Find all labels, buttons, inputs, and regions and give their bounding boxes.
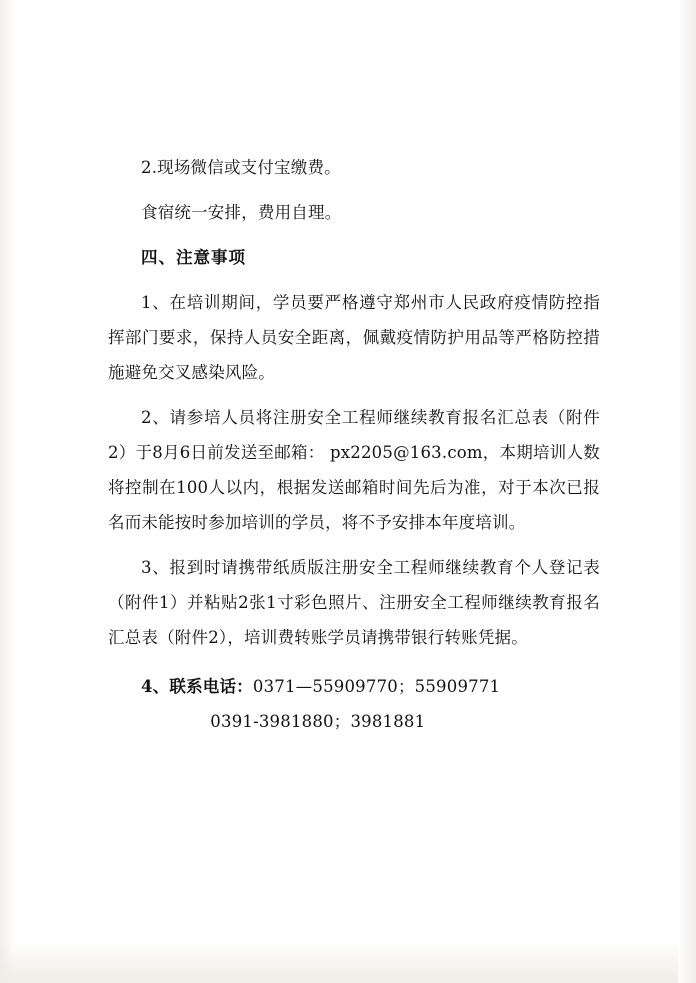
paragraph-note-2: 2、请参培人员将注册安全工程师继续教育报名汇总表（附件2）于8月6日前发送至邮箱： px2205@163.com，本期培训人数将控制在100人以内，根据发送邮箱时间先后为准，对于本次已报名而未能按时参加培训的学员，将不予安排本年度培训。 (108, 408, 600, 532)
contact-numbers-primary: 0371—55909770；55909771 (252, 677, 501, 696)
contact-label: 4、联系电话： (141, 677, 253, 696)
paragraph-accommodation: 食宿统一安排，费用自理。 (141, 203, 342, 222)
contact-line-2: 0391-3981880；3981881 (210, 712, 426, 731)
paragraph-payment-onsite: 2.现场微信或支付宝缴费。 (141, 158, 341, 177)
contact-line-1 (108, 669, 600, 704)
contact-block (108, 669, 600, 739)
page-bottom-shadow (0, 943, 696, 983)
document-text-body (108, 150, 600, 739)
section-heading-notes: 四、注意事项 (141, 248, 246, 267)
paragraph-note-1: 1、在培训期间，学员要严格遵守郑州市人民政府疫情防控指挥部门要求，保持人员安全距离，佩戴疫情防护用品等严格防控措施避免交叉感染风险。 (108, 293, 600, 382)
paragraph-note-3: 3、报到时请携带纸质版注册安全工程师继续教育个人登记表（附件1）并粘贴2张1寸彩色照片、注册安全工程师继续教育报名汇总表（附件2），培训费转账学员请携带银行转账凭据。 (108, 558, 600, 647)
